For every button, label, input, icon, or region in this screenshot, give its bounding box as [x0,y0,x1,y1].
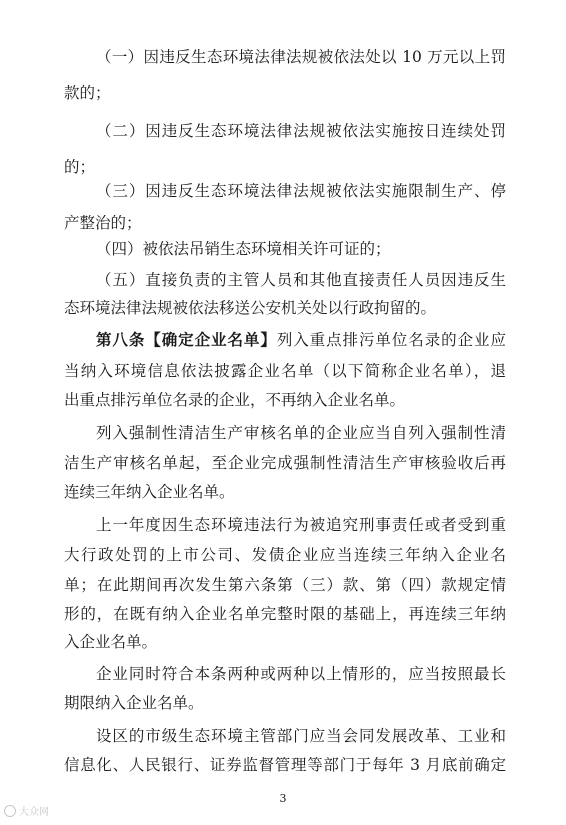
text-line: 入企业名单。 [64,633,158,651]
text-line: （三）因违反生态环境法律法规被依法实施限制生产、停 [96,182,506,200]
weibo-icon [4,805,16,817]
article-heading-text: 列入重点排污单位名录的企业应 [276,331,506,349]
text-line: 单；在此期间再次发生第六条第（三）款、第（四）款规定情 [64,576,506,594]
text-line: 连续三年纳入企业名单。 [64,483,235,501]
text-line: 企业同时符合本条两种或两种以上情形的，应当按照最长 [96,665,506,683]
article-heading: 第八条【确定企业名单】 [96,330,277,349]
text-line: （一）因违反生态环境法律法规被依法处以 10 万元以上罚 [96,48,506,66]
text-line: 款的； [64,84,111,102]
text-line: 上一年度因生态环境违法行为被追究刑事责任或者受到重 [96,516,506,534]
text-line: 列入强制性清洁生产审核名单的企业应当自列入强制性清 [96,424,506,442]
text-line: （五）直接负责的主管人员和其他直接责任人员因违反生 [96,271,506,289]
text-line: 当纳入环境信息依法披露企业名单（以下简称企业名单），退 [64,362,506,380]
text-line: 设区的市级生态环境主管部门应当会同发展改革、工业和 [96,727,506,745]
text-line: （四）被依法吊销生态环境相关许可证的； [96,240,391,258]
text-line: 大行政处罚的上市公司、发债企业应当连续三年纳入企业名 [64,546,506,564]
watermark [4,803,49,818]
watermark-text: 大众网 [19,807,49,818]
text-line: 期限纳入企业名单。 [64,694,204,712]
text-line: 信息化、人民银行、证券监督管理等部门于每年 3 月底前确定 [64,756,506,774]
text-line: 产整治的； [64,214,142,232]
text-line: （二）因违反生态环境法律法规被依法实施按日连续处罚 [96,122,506,140]
article-heading-line [96,330,506,350]
text-line: 形的，在既有纳入企业名单完整时限的基础上，再连续三年纳 [64,605,506,623]
text-line: 态环境法律法规被依法移送公安机关处以行政拘留的。 [64,299,437,317]
text-line: 洁生产审核名单起，至企业完成强制性清洁生产审核验收后再 [64,454,506,472]
page-number: 3 [279,792,287,805]
text-line: 的； [64,158,96,176]
text-line: 出重点排污单位名录的企业，不再纳入企业名单。 [64,391,406,409]
